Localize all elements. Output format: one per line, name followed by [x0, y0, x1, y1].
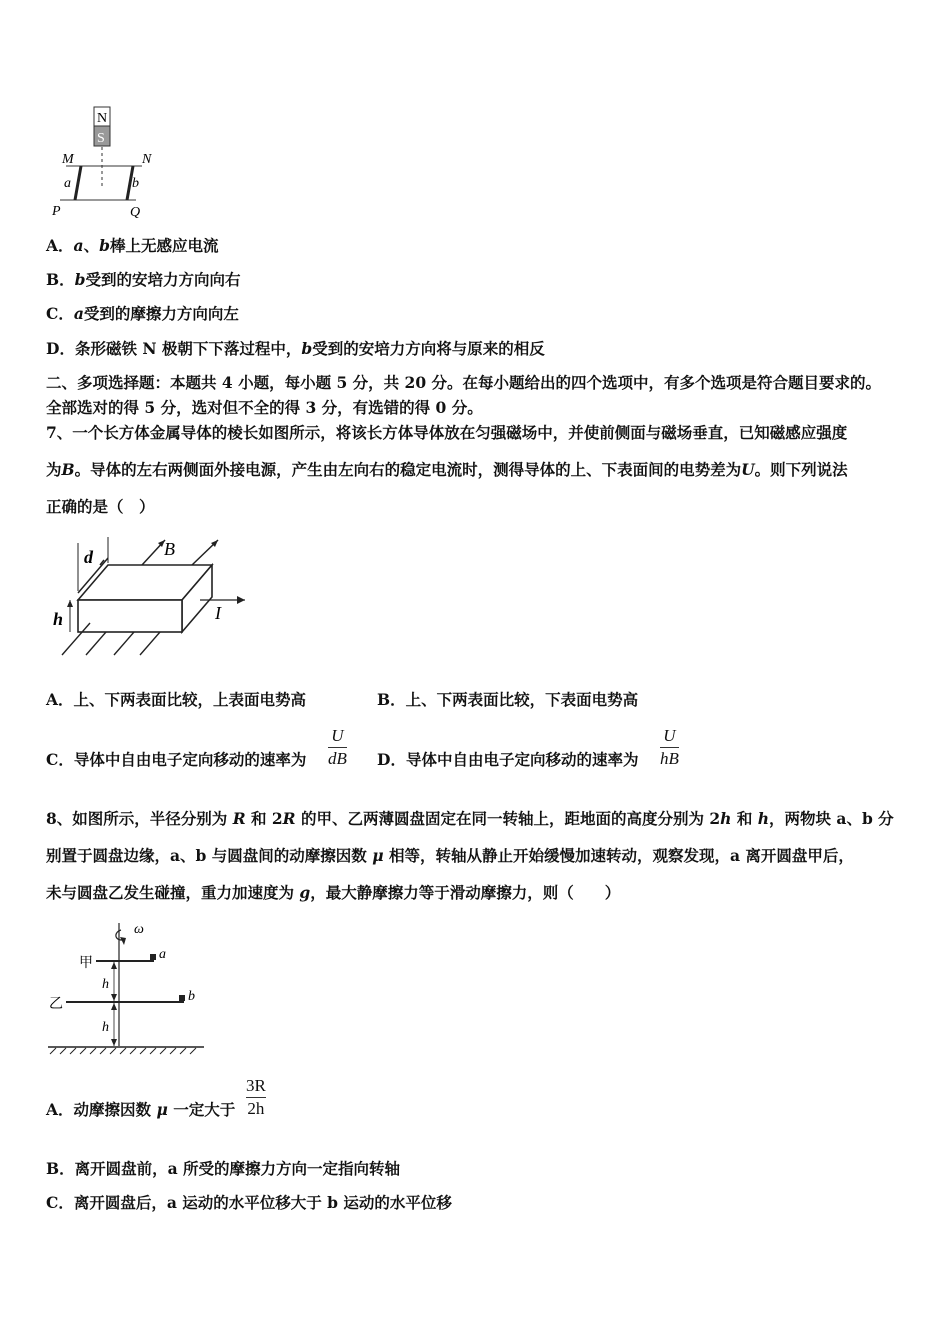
stem-text: 8、如图所示，半径分别为 — [46, 809, 233, 828]
q8-option-a-fraction — [246, 1077, 266, 1118]
denominator: dB — [328, 749, 347, 768]
stem-text: 的甲、乙两薄圆盘固定在同一转轴上，距地面的高度分别为 2 — [295, 809, 721, 828]
q8-option-b: B．离开圆盘前，a 所受的摩擦力方向一定指向转轴 — [46, 1159, 401, 1178]
stem-text: 和 — [731, 809, 758, 828]
stem-text: 别置于圆盘边缘，a、b 与圆盘间的动摩擦因数 — [46, 846, 373, 865]
var-b: b — [99, 236, 110, 255]
magnet-n-label: N — [97, 111, 108, 126]
var-U: U — [741, 460, 755, 479]
height-h2-label: h — [102, 1020, 109, 1035]
stem-text: 。则下列说法 — [754, 460, 848, 479]
field-b-label: B — [164, 539, 175, 559]
rod-b-label: b — [132, 176, 139, 191]
var-a: a — [73, 236, 84, 255]
opt-text: 受到的安培力方向将与原来的相反 — [312, 339, 545, 358]
var-g: g — [299, 883, 311, 902]
stem-text: ，最大静摩擦力等于滑动摩擦力，则（ ） — [310, 883, 621, 902]
opt-prefix: A． — [46, 236, 74, 255]
q7-option-c-fraction — [328, 727, 347, 768]
q7-option-b: B．上、下两表面比较，下表面电势高 — [377, 690, 639, 709]
numerator: U — [331, 726, 344, 745]
var-R: R — [232, 809, 246, 828]
opt-prefix: C． — [46, 304, 74, 323]
q6-option-c — [46, 304, 239, 324]
stem-text: 为 — [46, 460, 62, 479]
q8-stem-line1 — [46, 809, 894, 829]
separator: 、 — [83, 236, 100, 255]
var-R: R — [282, 809, 296, 828]
opt-text: 受到的安培力方向向右 — [85, 270, 241, 289]
height-h1-label: h — [102, 977, 109, 992]
rail-n-label: N — [142, 152, 152, 167]
denominator: hB — [660, 749, 679, 768]
q7-option-d-fraction — [660, 727, 679, 768]
opt-text: A．动摩擦因数 — [46, 1100, 157, 1119]
rail-p-label: P — [52, 204, 61, 219]
block-b-label: b — [188, 989, 195, 1004]
opt-text: 棒上无感应电流 — [109, 236, 219, 255]
var-B: B — [61, 460, 75, 479]
opt-prefix: D．条形磁铁 N 极朝下下落过程中， — [46, 339, 302, 358]
var-h: h — [757, 809, 769, 828]
magnet-s-label: S — [97, 131, 105, 146]
q7-stem-line1: 7、一个长方体金属导体的棱长如图所示，将该长方体导体放在匀强磁场中，并使前侧面与磁场垂直，已知磁感应强度 — [46, 423, 848, 442]
q6-option-b — [46, 270, 240, 290]
opt-text: 受到的摩擦力方向向左 — [83, 304, 239, 323]
dim-d-label: d — [84, 547, 93, 567]
var-b: b — [301, 339, 313, 358]
q7-stem-line2 — [46, 460, 848, 480]
disk-yi-label: 乙 — [49, 996, 63, 1012]
stem-text: 未与圆盘乙发生碰撞，重力加速度为 — [46, 883, 300, 902]
q7-stem-line3: 正确的是（ ） — [46, 497, 155, 516]
section2-line2: 全部选对的得 5 分，选对但不全的得 3 分，有选错的得 0 分。 — [46, 398, 483, 417]
opt-prefix: B． — [46, 270, 75, 289]
stem-text: 。导体的左右两侧面外接电源，产生由左向右的稳定电流时，测得导体的上、下表面间的电势差为 — [74, 460, 742, 479]
stem-text: ，两物块 a、b 分 — [769, 809, 894, 828]
q6-option-a — [46, 236, 218, 256]
q8-option-c: C．离开圆盘后，a 运动的水平位移大于 b 运动的水平位移 — [46, 1193, 452, 1212]
rod-a-label: a — [64, 176, 71, 191]
rotating-disks-figure — [44, 918, 214, 1058]
magnet-rails-figure — [50, 100, 170, 225]
omega-label: ω — [134, 922, 144, 937]
numerator: U — [663, 726, 676, 745]
opt-text: 一定大于 — [167, 1100, 236, 1119]
numerator: 3R — [246, 1076, 266, 1095]
current-i-label: I — [215, 603, 221, 623]
q6-option-d — [46, 339, 545, 359]
q7-option-c: C．导体中自由电子定向移动的速率为 — [46, 750, 307, 769]
var-a: a — [73, 304, 84, 323]
rail-m-label: M — [62, 152, 74, 167]
block-a-label: a — [159, 947, 166, 962]
stem-text: 相等，转轴从静止开始缓慢加速转动，观察发现，a 离开圆盘甲后， — [383, 846, 854, 865]
q8-stem-line2 — [46, 846, 854, 866]
section2-line1: 二、多项选择题：本题共 4 小题，每小题 5 分，共 20 分。在每小题给出的四个选项中，有多个选项是符合题目要求的。 — [46, 373, 882, 392]
var-mu: μ — [156, 1100, 168, 1119]
disk-jia-label: 甲 — [79, 955, 93, 971]
q8-option-a — [46, 1100, 235, 1120]
q8-stem-line3 — [46, 883, 620, 903]
q7-option-a: A．上、下两表面比较，上表面电势高 — [46, 690, 307, 709]
conductor-box-figure — [50, 535, 250, 660]
dim-h-label: h — [53, 609, 64, 629]
var-b: b — [74, 270, 86, 289]
stem-text: 和 2 — [245, 809, 283, 828]
var-h: h — [720, 809, 732, 828]
rail-q-label: Q — [130, 205, 141, 220]
denominator: 2h — [247, 1099, 265, 1118]
var-mu: μ — [372, 846, 384, 865]
q7-option-d: D．导体中自由电子定向移动的速率为 — [377, 750, 639, 769]
